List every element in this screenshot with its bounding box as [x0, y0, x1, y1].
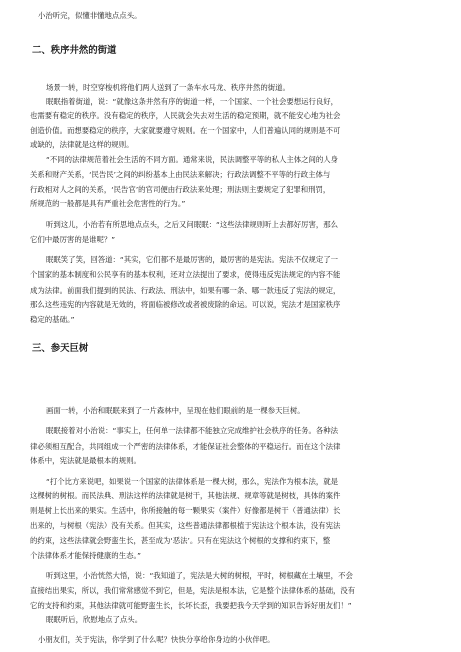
paragraph-line: 成为法律。前面我们提到的民法、行政法、刑法中，如果有哪一条、哪一款违反了宪法的规定，	[30, 286, 341, 295]
paragraph-line: 眠眠指着街道，说：“就像这条井然有序的街道一样，一个国家、一个社会要想运行良好，	[46, 97, 339, 106]
paragraph-line: “不同的法律规范着社会生活的不同方面。通常来说，民法调整平等的私人主体之间的人身	[46, 155, 339, 164]
paragraph-line: 直接结出果实，所以，我们常常感觉不到它，但是，宪法是根本法，它是整个法律体系的基础，没有	[30, 586, 356, 595]
section-heading: 二、秩序井然的街道	[32, 45, 117, 56]
paragraph-line: 画面一转，小治和眠眠来到了一片森林中，呈现在他们眼前的是一棵参天巨树。	[46, 406, 305, 415]
paragraph-line: 关系和财产关系，‘民告民’之间的纠纷基本上由民法来解决；行政法调整不平等的行政主体与	[30, 170, 331, 179]
paragraph-line: 则是树上长出来的果实。生活中，你所接触的每一颗果实（案件）好像都是树干（普通法律）长	[30, 506, 341, 515]
paragraph-line: 场景一转，时空穿梭机将他们两人送到了一条车水马龙、秩序井然的街道。	[46, 83, 290, 92]
paragraph-line: 或缺的，法律就是这样的规则。	[30, 140, 134, 149]
paragraph-line: 小治听完，似懂非懂地点点头。	[38, 11, 142, 20]
paragraph-line: 这棵树的树根。而民法典、刑法这样的法律就是树干，其他法规、规章等就是树枝，具体的案件	[30, 491, 341, 500]
paragraph-line: 体系中，宪法就是最根本的规则。	[30, 456, 141, 465]
paragraph-line: 小朋友们，关于宪法，你学到了什么呢？快快分享给你身边的小伙伴吧。	[38, 635, 275, 644]
paragraph-line: 出来的，与树根（宪法）没有关系。但其实，这些普通法律都根植于宪法这个根本法，没有宪法	[30, 521, 341, 530]
paragraph-line: 听到这里，小治恍然大悟，说：“我知道了，宪法是大树的树根，平时，树根藏在土壤里，不会	[46, 571, 353, 580]
paragraph-line: 听到这儿，小治若有所思地点点头，之后又问眠眠：“这些法律规则听上去都好厉害，那么	[46, 220, 339, 229]
paragraph-line: 那么这些违宪的内容就是无效的，将面临被修改或者被废除的命运。可以说，宪法才是国家秩序	[30, 300, 341, 309]
paragraph-line: 个国家的基本制度和公民享有的基本权利，还对立法提出了要求，使得违反宪法规定的内容不能	[30, 270, 341, 279]
paragraph-line: 行政相对人之间的关系，‘民告官’的官司便由行政法来处理；刑法则主要规定了犯罪和刑罚，	[30, 185, 331, 194]
section-heading: 三、参天巨树	[32, 343, 89, 354]
paragraph-line: 稳定的基础。”	[30, 315, 75, 324]
paragraph-line: 也需要有稳定的秩序。没有稳定的秩序，人民就会失去对生活的稳定预期，就不能安心地为社会	[30, 111, 341, 120]
paragraph-line: 眠眠听后，欣慰地点了点头。	[46, 615, 143, 624]
paragraph-line: 眠眠接着对小治说：“事实上，任何单一法律都不能独立完成维护社会秩序的任务。各种法	[46, 426, 339, 435]
paragraph-line: 个法律体系才能保持健康的生态。”	[30, 551, 141, 560]
paragraph-line: 创造价值。而想要稳定的秩序，大家就要遵守规则。在一个国家中，人们普遍认同的规则是不可	[30, 126, 341, 135]
paragraph-line: 律必须相互配合，共同组成一个严密的法律体系，才能保证社会整体的平稳运行。而在这个法律	[30, 442, 341, 451]
paragraph-line: 所规范的一般都是具有严重社会危害性的行为。”	[30, 199, 186, 208]
paragraph-line: 眠眠笑了笑，回答道：“其实，它们都不是最厉害的，最厉害的是宪法。宪法不仅规定了一	[46, 255, 339, 264]
paragraph-line: 的约束，这些法律就会野蛮生长，甚至成为‘恶法’。只有在宪法这个树根的支撑和约束下，整	[30, 536, 331, 545]
paragraph-line: “打个比方来说吧，如果说一个国家的法律体系是一棵大树，那么，宪法作为根本法，就是	[46, 477, 339, 486]
paragraph-line: 它的支持和约束，其他法律就可能野蛮生长，长坏长歪，我要把我今天学到的知识告诉好朋友们！”	[30, 601, 352, 610]
paragraph-line: 它们中最厉害的是谁呢？”	[30, 235, 116, 244]
